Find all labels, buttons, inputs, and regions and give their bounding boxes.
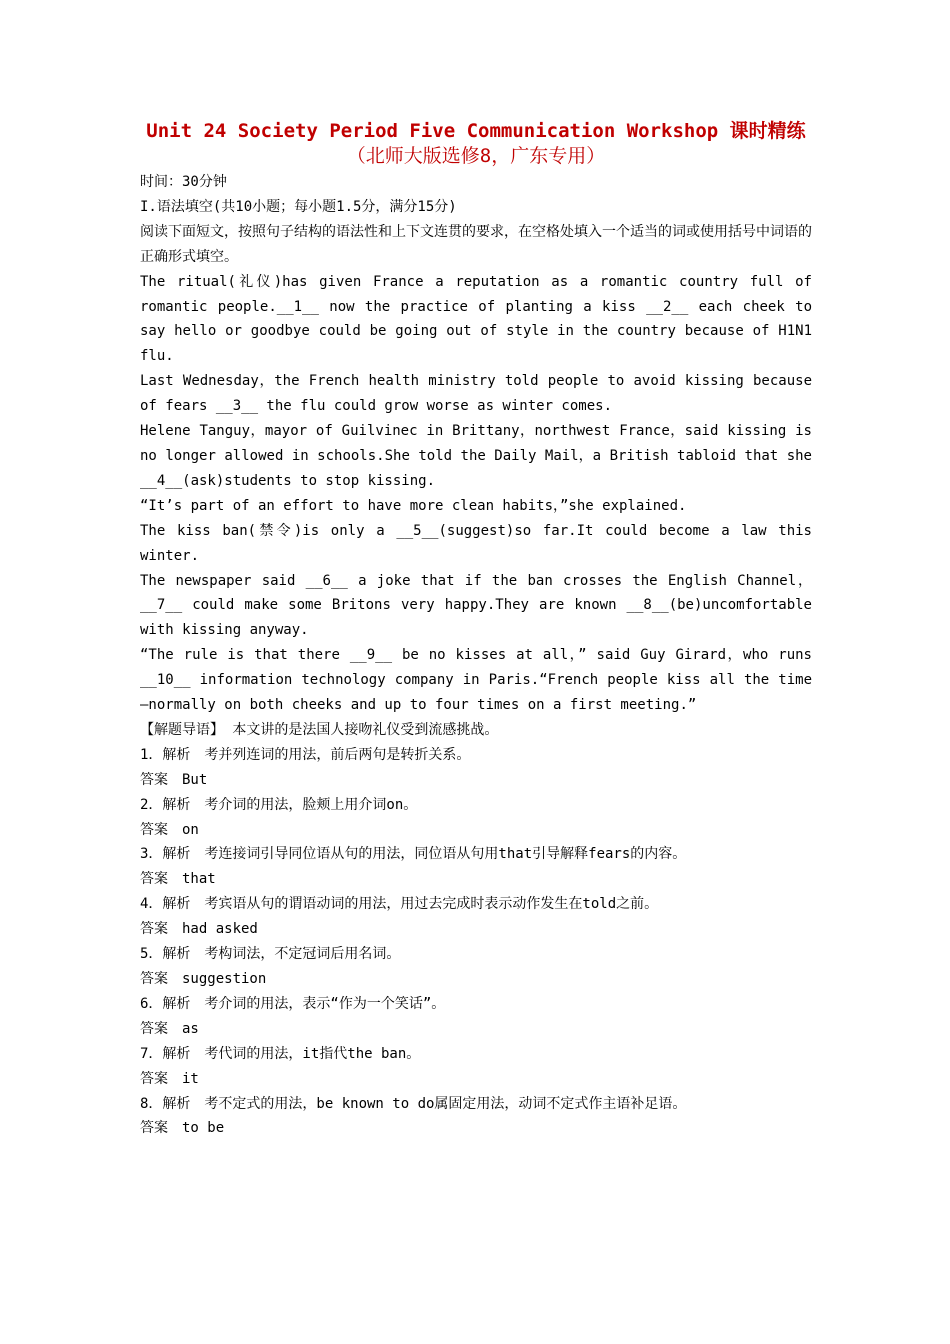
passage-paragraph: Last Wednesday，the French health ministry told people to avoid kissing because of fears __3__ the flu could grow worse as winter comes. bbox=[140, 373, 812, 415]
passage-paragraph: The newspaper said __6__ a joke that if the ban crosses the English Channel， __7__ could make some Britons very happy.They are known __8__(be)uncomfortable with kissing anyway. bbox=[140, 572, 812, 639]
answer-explanation: 3．解析 考连接词引导同位语从句的用法，同位语从句用that引导解释fears的内容。 bbox=[140, 846, 687, 863]
section-heading: I.语法填空(共10小题；每小题1.5分，满分15分) bbox=[140, 198, 457, 215]
document-page bbox=[140, 118, 812, 1141]
answer-value: 答案 as bbox=[140, 1020, 199, 1037]
passage-paragraph: “It’s part of an effort to have more clean habits，”she explained. bbox=[140, 497, 687, 514]
answer-explanation: 7．解析 考代词的用法，it指代the ban。 bbox=[140, 1045, 421, 1062]
answer-explanation: 2．解析 考介词的用法，脸颊上用介词on。 bbox=[140, 796, 418, 813]
guide-text: 【解题导语】 本文讲的是法国人接吻礼仪受到流感挑战。 bbox=[140, 721, 499, 738]
answer-value: 答案 it bbox=[140, 1070, 199, 1087]
answer-value: 答案 suggestion bbox=[140, 971, 267, 987]
answer-explanation: 1．解析 考并列连词的用法，前后两句是转折关系。 bbox=[140, 746, 471, 763]
answer-explanation: 4．解析 考宾语从句的谓语动词的用法，用过去完成时表示动作发生在told之前。 bbox=[140, 896, 659, 913]
answer-value: 答案 on bbox=[140, 821, 199, 838]
answer-list bbox=[140, 743, 740, 1142]
passage-paragraph: The ritual(礼仪)has given France a reputation as a romantic country full of romantic people.__1__ now the practice of planting a kiss __2__ each cheek to say hello or goodbye could be going out of style in the country because of H1N1 flu. bbox=[140, 273, 812, 365]
time-limit: 时间：30分钟 bbox=[140, 174, 227, 190]
answer-explanation: 8．解析 考不定式的用法，be known to do属固定用法，动词不定式作主语补足语。 bbox=[140, 1095, 687, 1112]
answer-value: 答案 to be bbox=[140, 1120, 225, 1137]
passage-paragraph: The kiss ban(禁令)is only a __5__(suggest)so far.It could become a law this winter. bbox=[140, 522, 812, 564]
title-main: Unit 24 Society Period Five Communication Workshop 课时精练 bbox=[146, 120, 806, 142]
title-sub: （北师大版选修8，广东专用） bbox=[346, 145, 606, 167]
passage-paragraph: Helene Tanguy，mayor of Guilvinec in Brittany，northwest France，said kissing is no longer allowed in schools.She told the Daily Mail，a British tabloid that she __4__(ask)students to stop kissing. bbox=[140, 423, 812, 489]
answer-explanation: 5．解析 考构词法，不定冠词后用名词。 bbox=[140, 946, 401, 963]
document-title bbox=[110, 118, 842, 168]
answer-value: 答案 But bbox=[140, 771, 208, 788]
instruction-text: 阅读下面短文，按照句子结构的语法性和上下文连贯的要求，在空格处填入一个适当的词或使用括号中词语的正确形式填空。 bbox=[140, 223, 812, 265]
answer-value: 答案 had asked bbox=[140, 921, 258, 938]
answer-value: 答案 that bbox=[140, 871, 216, 888]
answer-explanation: 6．解析 考介词的用法，表示“作为一个笑话”。 bbox=[140, 995, 446, 1012]
passage-paragraph: “The rule is that there __9__ be no kisses at all，” said Guy Girard，who runs __10__ information technology company in Paris.“French people kiss all the time—normally on both cheeks and up to four times on a first meeting.” bbox=[140, 647, 812, 714]
